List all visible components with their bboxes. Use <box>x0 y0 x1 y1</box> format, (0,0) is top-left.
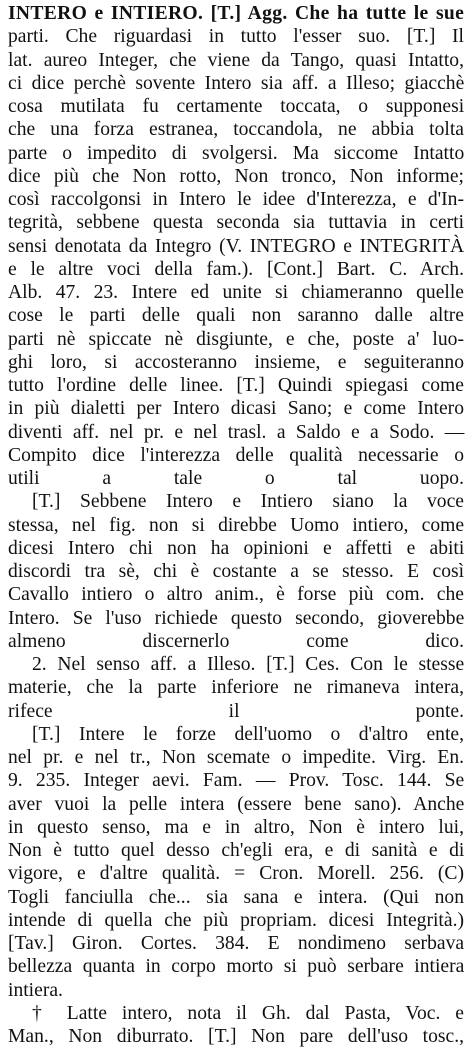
text-line: in questo senso, ma e in altro, Non è intero lui, <box>8 816 464 838</box>
text-line: parte o impedito di svolgersi. Ma siccome Intatto <box>8 142 465 164</box>
text-line: 9. 235. Integer aevi. Fam. — Prov. Tosc. 144. Se <box>8 770 465 792</box>
text-line: parti nè spiccate nè disgiunte, e che, poste a' luo- <box>8 328 464 350</box>
text-line: materie, che la parte inferiore ne rimaneva intera, <box>8 677 464 699</box>
text-line: [T.] Intere le forze dell'uomo o d'altro ente, <box>32 723 464 745</box>
paragraph-intero-intiero <box>8 490 464 653</box>
text-line: 2. Nel senso aff. a Illeso. [T.] Ces. Con le stesse <box>32 654 465 675</box>
text-line: lat. aureo Integer, che viene da Tango, quasi Intatto, <box>8 49 464 71</box>
text-line: bellezza quanta in corpo morto si può serbare intiera <box>8 956 465 978</box>
text-line: Compito dice l'interezza delle qualità necessarie o <box>8 444 464 466</box>
text-line: aver vuoi la pelle intera (essere bene sano). Anche <box>8 793 465 815</box>
text-line: dice più che Non rotto, Non tronco, Non informe; <box>8 165 464 187</box>
text-line: rifece il ponte. <box>8 700 464 722</box>
text-line: cose le parti delle quali non saranno dalle altre <box>8 305 464 327</box>
text-line: nel pr. e nel tr., Non scemate o impedite. Virg. En. <box>8 747 465 768</box>
text-line: almeno discernerlo come dico. <box>8 630 464 652</box>
text-line: Alb. 47. 23. Intere ed unite si chiameranno quelle <box>8 282 464 303</box>
text-line: ghi loro, si accosteranno insieme, e seguiteranno <box>8 351 464 373</box>
text-line: cosa mutilata fu certamente toccata, o supponesi <box>8 96 465 117</box>
text-line: Togli fanciulla che... sia sana e intera. (Qui non <box>8 886 464 908</box>
text-line: intiera. <box>8 979 63 1001</box>
text-line: [Tav.] Giron. Cortes. 384. E nondimeno serbava <box>8 933 465 954</box>
text-line: ci dice perchè sovente Intero sia aff. a Illeso; giacchè <box>8 72 465 94</box>
text-line: stessa, nel fig. non si direbbe Uomo intiero, come <box>8 514 465 536</box>
text-line: Intero. Se l'uso richiede questo secondo, gioverebbe <box>8 607 465 629</box>
entry-intero-definition <box>8 2 464 490</box>
text-line: Non è tutto quel desso ch'egli era, e di sanità e di <box>8 840 465 861</box>
text-line: discordi tra sè, chi è costante a se stesso. E così <box>8 561 465 582</box>
paragraph-intere-le-forze <box>8 723 464 1002</box>
text-line: tutto l'ordine delle linee. [T.] Quindi spiegasi come <box>8 375 464 396</box>
text-line: Man., Non diburrato. [T.] Non pare dell'uso tosc., <box>8 1026 464 1047</box>
text-line: che una forza estranea, toccandola, ne abbia tolta <box>8 119 464 141</box>
text-line: [T.] Sebbene Intero e Intiero siano la voce <box>32 491 464 513</box>
text-line: intende di quella che più propriam. dicesi Integrità.) <box>8 909 464 931</box>
text-line: parti. Che riguardasi in tutto l'esser suo. [T.] Il <box>8 26 464 48</box>
text-line: utili a tale o tal uopo. <box>8 468 464 489</box>
text-line: † Latte intero, nota il Gh. dal Pasta, Voc. e <box>32 1002 464 1024</box>
text-line: Cavallo intiero o altro anim., è forse più com. che <box>8 584 464 606</box>
text-line: e le altre voci della fam.). [Cont.] Bart. C. Arch. <box>8 258 464 280</box>
text-line: sensi denotata da Integro (V. INTEGRO e INTEGRITÀ <box>8 235 465 257</box>
entry-headword-line: INTERO e INTIERO. [T.] Agg. Che ha tutte le sue <box>8 3 465 24</box>
text-line: dicesi Intero chi non ha opinioni e affetti e abiti <box>8 537 465 559</box>
text-line: tegrità, sebbene questa seconda sia tuttavia in certi <box>8 212 465 234</box>
paragraph-sense-2 <box>8 653 464 723</box>
paragraph-latte-intero <box>8 1002 464 1048</box>
text-line: in più dialetti per Intero dicasi Sano; e come Intero <box>8 398 464 420</box>
text-line: diventi aff. nel pr. e nel trasl. a Saldo e a Sodo. — <box>8 421 465 443</box>
text-line: così raccolgonsi in Intero le idee d'Interezza, e d'In- <box>8 189 464 210</box>
text-line: vigore, e d'altre qualità. = Cron. Morell. 256. (C) <box>8 863 464 885</box>
